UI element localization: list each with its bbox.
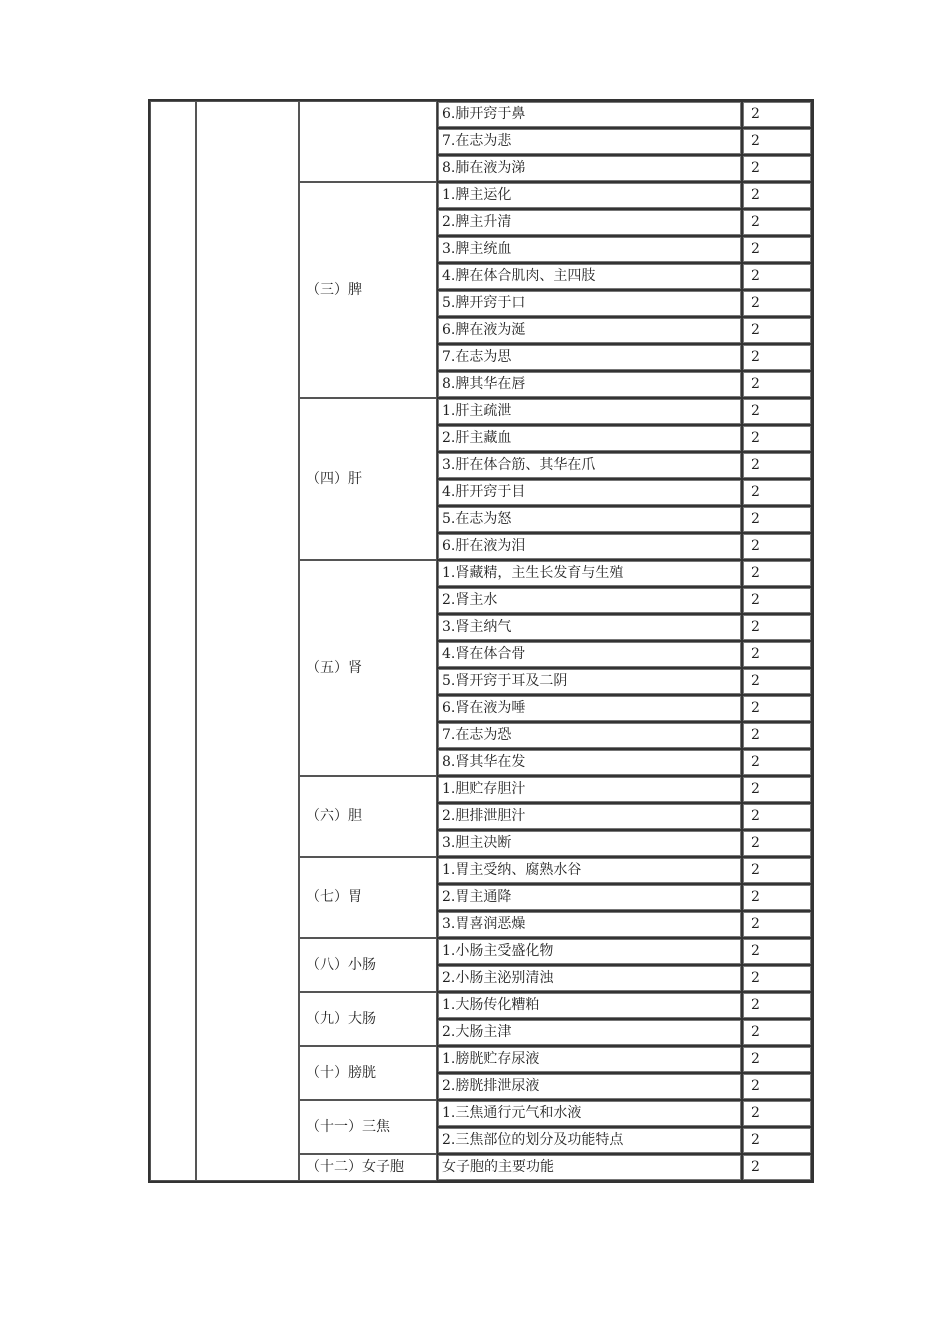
- item-cell: 2.胃主通降: [437, 884, 742, 911]
- item-cell: 1.大肠传化糟粕: [437, 992, 742, 1019]
- value-cell: 2: [742, 722, 812, 749]
- item-cell: 2.膀胱排泄尿液: [437, 1073, 742, 1100]
- item-cell: 2.小肠主泌别清浊: [437, 965, 742, 992]
- value-cell: 2: [742, 452, 812, 479]
- item-cell: 3.肾主纳气: [437, 614, 742, 641]
- item-cell: 8.肺在液为涕: [437, 155, 742, 182]
- item-cell: 1.肾藏精，主生长发育与生殖: [437, 560, 742, 587]
- item-cell: 6.肺开窍于鼻: [437, 101, 742, 128]
- item-cell: 2.大肠主津: [437, 1019, 742, 1046]
- item-cell: 5.肾开窍于耳及二阴: [437, 668, 742, 695]
- value-cell: 2: [742, 749, 812, 776]
- item-cell: 女子胞的主要功能: [437, 1154, 742, 1181]
- value-cell: 2: [742, 830, 812, 857]
- section-cell: （五）肾: [299, 560, 437, 776]
- value-cell: 2: [742, 317, 812, 344]
- value-cell: 2: [742, 101, 812, 128]
- value-cell: 2: [742, 884, 812, 911]
- value-cell: 2: [742, 587, 812, 614]
- item-cell: 3.脾主统血: [437, 236, 742, 263]
- item-cell: 4.脾在体合肌肉、主四肢: [437, 263, 742, 290]
- item-cell: 3.肝在体合筋、其华在爪: [437, 452, 742, 479]
- item-cell: 1.三焦通行元气和水液: [437, 1100, 742, 1127]
- value-cell: 2: [742, 965, 812, 992]
- table-body: [150, 101, 812, 1181]
- value-cell: 2: [742, 1073, 812, 1100]
- value-cell: 2: [742, 560, 812, 587]
- item-cell: 2.肝主藏血: [437, 425, 742, 452]
- item-cell: 7.在志为悲: [437, 128, 742, 155]
- value-cell: 2: [742, 290, 812, 317]
- value-cell: 2: [742, 398, 812, 425]
- unit-cell: [150, 101, 196, 1181]
- item-cell: 4.肝开窍于目: [437, 479, 742, 506]
- item-cell: 7.在志为恐: [437, 722, 742, 749]
- value-cell: 2: [742, 236, 812, 263]
- value-cell: 2: [742, 776, 812, 803]
- item-cell: 6.肾在液为唾: [437, 695, 742, 722]
- value-cell: 2: [742, 668, 812, 695]
- value-cell: 2: [742, 1046, 812, 1073]
- value-cell: 2: [742, 128, 812, 155]
- value-cell: 2: [742, 803, 812, 830]
- item-cell: 7.在志为思: [437, 344, 742, 371]
- value-cell: 2: [742, 344, 812, 371]
- section-cell: （七）胃: [299, 857, 437, 938]
- value-cell: 2: [742, 209, 812, 236]
- value-cell: 2: [742, 155, 812, 182]
- item-cell: 1.脾主运化: [437, 182, 742, 209]
- section-cell: （四）肝: [299, 398, 437, 560]
- section-cell: （三）脾: [299, 182, 437, 398]
- value-cell: 2: [742, 911, 812, 938]
- value-cell: 2: [742, 506, 812, 533]
- section-cell: （十二）女子胞: [299, 1154, 437, 1181]
- item-cell: 6.脾在液为涎: [437, 317, 742, 344]
- value-cell: 2: [742, 857, 812, 884]
- value-cell: 2: [742, 533, 812, 560]
- item-cell: 3.胆主决断: [437, 830, 742, 857]
- syllabus-table: [148, 99, 814, 1183]
- topic-cell: [196, 101, 299, 1181]
- item-cell: 1.肝主疏泄: [437, 398, 742, 425]
- item-cell: 2.三焦部位的划分及功能特点: [437, 1127, 742, 1154]
- item-cell: 4.肾在体合骨: [437, 641, 742, 668]
- section-cell: （十）膀胱: [299, 1046, 437, 1100]
- table-row: [150, 101, 812, 128]
- value-cell: 2: [742, 938, 812, 965]
- value-cell: 2: [742, 263, 812, 290]
- value-cell: 2: [742, 614, 812, 641]
- item-cell: 1.胃主受纳、腐熟水谷: [437, 857, 742, 884]
- section-cell: （六）胆: [299, 776, 437, 857]
- value-cell: 2: [742, 1019, 812, 1046]
- section-cell: [299, 101, 437, 182]
- item-cell: 8.脾其华在唇: [437, 371, 742, 398]
- item-cell: 1.小肠主受盛化物: [437, 938, 742, 965]
- value-cell: 2: [742, 695, 812, 722]
- value-cell: 2: [742, 479, 812, 506]
- value-cell: 2: [742, 182, 812, 209]
- item-cell: 5.脾开窍于口: [437, 290, 742, 317]
- section-cell: （十一）三焦: [299, 1100, 437, 1154]
- item-cell: 2.肾主水: [437, 587, 742, 614]
- value-cell: 2: [742, 371, 812, 398]
- item-cell: 6.肝在液为泪: [437, 533, 742, 560]
- item-cell: 2.胆排泄胆汁: [437, 803, 742, 830]
- value-cell: 2: [742, 1127, 812, 1154]
- item-cell: 5.在志为怒: [437, 506, 742, 533]
- item-cell: 1.胆贮存胆汁: [437, 776, 742, 803]
- item-cell: 3.胃喜润恶燥: [437, 911, 742, 938]
- item-cell: 8.肾其华在发: [437, 749, 742, 776]
- item-cell: 1.膀胱贮存尿液: [437, 1046, 742, 1073]
- value-cell: 2: [742, 1154, 812, 1181]
- value-cell: 2: [742, 992, 812, 1019]
- section-cell: （九）大肠: [299, 992, 437, 1046]
- section-cell: （八）小肠: [299, 938, 437, 992]
- value-cell: 2: [742, 641, 812, 668]
- value-cell: 2: [742, 1100, 812, 1127]
- value-cell: 2: [742, 425, 812, 452]
- item-cell: 2.脾主升清: [437, 209, 742, 236]
